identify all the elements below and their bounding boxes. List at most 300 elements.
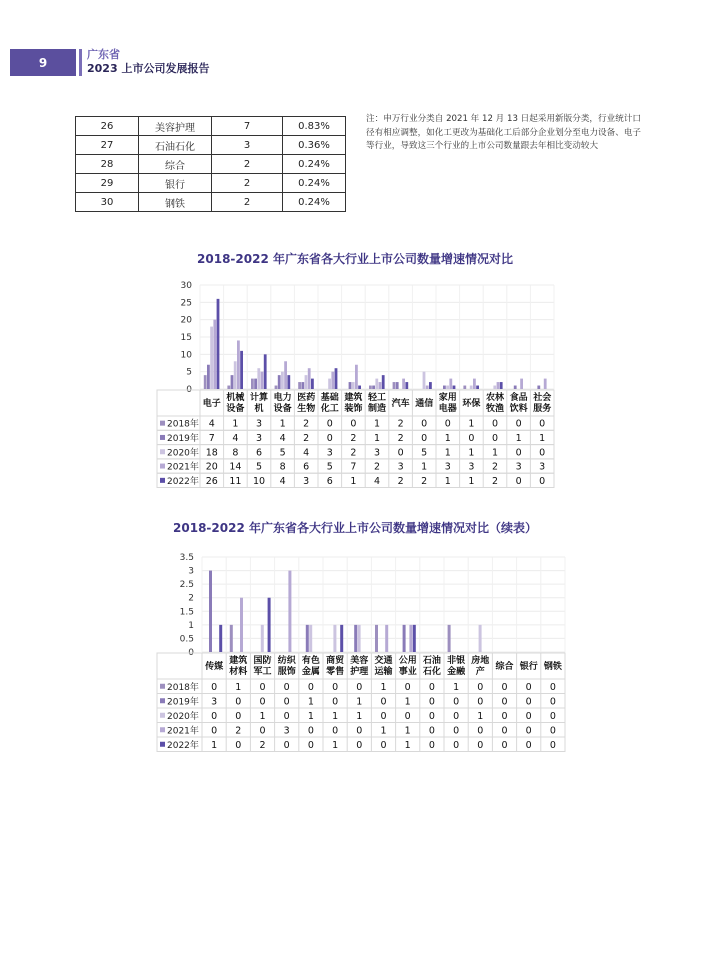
data-label: 2 [373,461,381,473]
category-label: 石油石化 [422,656,441,677]
data-label: 0 [404,710,411,722]
table-cell: 2 [212,155,283,174]
bar-2022年-11 [476,386,479,389]
bar-2018年-7 [375,625,378,652]
bar-2021年-1 [237,340,240,389]
data-label: 0 [501,725,508,737]
data-label: 0 [235,696,242,708]
data-label: 1 [373,418,381,430]
bar-2018年-1 [227,386,230,389]
data-label: 1 [444,432,451,444]
table-cell: 3 [212,136,283,155]
data-label: 0 [515,447,522,459]
data-label: 0 [525,725,532,737]
data-label: 1 [356,710,363,722]
data-label: 0 [380,696,387,708]
data-label: 5 [255,461,263,473]
bar-2021年-11 [473,379,476,389]
y-tick-label: 1.5 [179,607,194,618]
data-label: 2 [303,418,310,430]
data-label: 3 [255,418,263,430]
table-cell: 29 [76,174,139,193]
data-label: 0 [326,418,333,430]
category-label: 家用电器 [438,393,457,414]
category-label: 计算机 [249,393,269,414]
data-label: 0 [501,710,508,722]
data-label: 1 [332,710,339,722]
category-label: 钢铁 [543,662,562,672]
data-label: 1 [444,475,451,487]
data-label: 3 [303,475,310,487]
data-label: 5 [279,447,286,459]
data-label: 5 [421,447,428,459]
data-label: 0 [235,710,242,722]
y-tick-label: 20 [180,315,192,326]
y-tick-label: 15 [180,333,192,343]
data-label: 0 [356,681,363,693]
bar-2019年-0 [209,571,212,652]
data-label: 11 [229,475,242,487]
bar-2020年-11 [479,625,482,652]
data-label: 1 [421,461,428,473]
bar-2021年-6 [355,365,358,389]
data-label: 0 [350,418,357,430]
data-label: 0 [525,739,532,751]
data-label: 0 [477,725,484,737]
data-label: 1 [404,725,411,737]
data-label: 6 [326,475,333,487]
data-label: 0 [477,739,484,751]
category-label: 电力设备 [273,393,292,414]
bar-2021年-2 [261,372,264,389]
data-label: 1 [232,418,239,430]
data-label: 0 [211,710,218,722]
table-cell: 0.24% [283,155,346,174]
data-label: 0 [259,696,266,708]
bar-2019年-2 [254,379,257,389]
chart2-title: 2018-2022 年广东省各大行业上市公司数量增速情况对比（续表） [173,521,537,535]
bar-2020年-7 [375,379,378,389]
data-label: 3 [539,461,546,473]
data-label: 0 [477,681,484,693]
data-label: 0 [453,725,460,737]
bar-2020年-0 [210,327,213,389]
category-label: 国防军工 [253,656,272,677]
data-label: 0 [491,418,499,430]
bar-2019年-4 [306,625,309,652]
bar-2021年-0 [213,320,216,389]
bar-2021年-5 [331,372,334,389]
data-label: 2 [491,461,499,473]
category-label: 建筑装饰 [344,393,363,414]
data-label: 8 [279,461,286,473]
data-label: 3 [444,461,451,473]
data-label: 0 [283,739,290,751]
category-label: 食品饮料 [509,393,528,414]
data-label: 3 [283,725,290,737]
bar-2018年-10 [448,625,451,652]
data-label: 0 [380,710,387,722]
legend-label: 2020年 [167,448,199,459]
data-label: 0 [428,739,435,751]
data-label: 0 [326,432,333,444]
y-tick-label: 0 [186,385,192,395]
data-label: 4 [279,475,286,487]
bar-2018年-8 [393,382,396,389]
bar-2019年-8 [396,382,399,389]
data-label: 1 [515,432,522,444]
legend-label: 2022年 [167,740,199,751]
data-label: 0 [539,475,546,487]
category-label: 环保 [462,399,481,409]
bar-2018年-0 [204,375,207,389]
data-label: 0 [332,696,339,708]
data-label: 0 [428,681,435,693]
data-label: 1 [307,696,314,708]
table-cell: 0.83% [283,117,346,136]
chart2-svg [130,537,576,759]
y-tick-label: 2 [188,593,194,604]
page-number-badge [10,49,76,76]
data-label: 1 [350,475,357,487]
data-label: 6 [255,447,263,459]
bar-2022年-3 [287,375,290,389]
category-label: 通信 [415,399,434,409]
table-cell: 7 [212,117,283,136]
table-row [76,193,346,212]
bar-2020年-2 [257,368,260,389]
bar-2021年-9 [426,386,429,389]
data-label: 2 [397,432,404,444]
table-cell: 银行 [139,174,212,193]
category-label: 电子 [202,399,221,409]
category-label: 基础化工 [320,393,339,414]
legend-label: 2018年 [167,419,199,430]
table-row [76,136,346,155]
data-label: 14 [229,461,242,473]
bar-2020年-6 [358,625,361,652]
bar-2018年-7 [369,386,372,389]
bar-2020年-10 [446,386,449,389]
bar-2018年-4 [298,382,301,389]
category-label: 非银金融 [447,656,466,677]
y-tick-label: 30 [180,281,192,291]
data-label: 0 [332,725,339,737]
data-label: 8 [232,447,239,459]
data-label: 1 [468,418,475,430]
bar-2022年-8 [405,382,408,389]
data-label: 1 [539,432,546,444]
bar-2019年-0 [207,365,210,389]
category-label: 商贸零售 [326,656,345,677]
header-divider [79,49,82,76]
bar-2019年-8 [403,625,406,652]
data-label: 1 [332,739,339,751]
data-label: 3 [397,461,404,473]
bar-2019年-6 [349,382,352,389]
legend-label: 2018年 [167,682,199,693]
bar-2020年-5 [328,379,331,389]
data-label: 0 [421,432,428,444]
table-cell: 28 [76,155,139,174]
data-label: 2 [421,475,428,487]
data-label: 0 [453,739,460,751]
data-label: 0 [307,681,314,693]
bar-2021年-3 [288,571,291,652]
bar-2020年-12 [493,386,496,389]
category-label: 有色金属 [301,656,320,677]
category-label: 传媒 [205,662,224,672]
bar-2022年-6 [358,386,361,389]
header-line-1: 广东省 [87,48,120,61]
data-label: 3 [326,447,333,459]
chart1-title: 2018-2022 年广东省各大行业上市公司数量增速情况对比 [197,252,513,266]
bar-2019年-1 [231,375,234,389]
data-label: 0 [525,710,532,722]
y-tick-label: 3.5 [179,553,194,563]
data-label: 26 [205,475,218,487]
bar-2020年-4 [305,375,308,389]
data-label: 0 [501,681,508,693]
data-label: 0 [211,681,218,693]
data-label: 1 [235,681,242,693]
table-cell: 综合 [139,155,212,174]
data-label: 0 [549,725,556,737]
data-label: 0 [307,725,314,737]
data-label: 2 [350,447,357,459]
legend-label: 2020年 [167,711,199,722]
y-tick-label: 2.5 [179,580,194,591]
data-label: 3 [515,461,522,473]
bar-2019年-3 [278,375,281,389]
data-label: 2 [350,432,357,444]
y-tick-label: 10 [180,350,192,361]
table-cell: 0.36% [283,136,346,155]
bar-2022年-5 [335,368,338,389]
category-label: 汽车 [391,399,410,409]
data-label: 1 [307,710,314,722]
chart1-svg [130,266,560,492]
data-label: 0 [428,710,435,722]
data-label: 0 [477,696,484,708]
data-label: 5 [326,461,333,473]
legend-swatch [160,684,165,689]
data-label: 4 [208,418,215,430]
bar-2020年-5 [333,625,336,652]
legend-swatch [160,698,165,703]
bar-2022年-0 [217,299,220,389]
bar-2020年-1 [234,361,237,389]
bar-2021年-7 [379,382,382,389]
table-cell: 钢铁 [139,193,212,212]
bar-2021年-13 [520,379,523,389]
data-label: 2 [235,725,242,737]
legend-swatch [160,449,165,454]
table-cell: 美容护理 [139,117,212,136]
table-row [76,174,346,193]
category-label: 美容护理 [350,656,369,677]
data-label: 4 [303,447,310,459]
data-label: 20 [205,461,218,473]
data-label: 1 [468,447,475,459]
y-tick-label: 5 [186,367,192,378]
table-cell: 26 [76,117,139,136]
table-cell: 30 [76,193,139,212]
data-label: 7 [208,432,215,444]
y-tick-label: 1 [188,620,194,631]
bar-2020年-3 [281,372,284,389]
data-label: 3 [468,461,475,473]
bar-2022年-12 [500,382,503,389]
category-label: 医药生物 [297,393,316,414]
data-label: 0 [380,739,387,751]
legend-swatch [160,478,165,483]
data-label: 10 [252,475,266,487]
legend-label: 2021年 [167,462,199,473]
data-label: 2 [397,475,404,487]
table-cell: 0.24% [283,193,346,212]
table-cell: 石油石化 [139,136,212,155]
running-header [87,48,209,76]
bar-2021年-3 [284,361,287,389]
data-label: 0 [211,725,218,737]
data-label: 2 [491,475,499,487]
bar-2021年-4 [308,368,311,389]
table-cell: 0.24% [283,174,346,193]
bar-2018年-3 [275,386,278,389]
data-label: 0 [549,739,556,751]
bar-2021年-8 [402,379,405,389]
data-label: 2 [397,418,404,430]
data-label: 0 [468,432,475,444]
bar-2019年-10 [443,386,446,389]
data-label: 0 [283,696,290,708]
bar-2021年-10 [449,379,452,389]
y-tick-label: 0.5 [179,634,194,645]
data-label: 0 [283,681,290,693]
data-label: 1 [404,696,411,708]
data-label: 1 [444,447,451,459]
category-label: 银行 [519,662,538,672]
category-label: 社会服务 [533,393,552,414]
bar-2022年-9 [429,382,432,389]
category-label: 轻工制造 [367,393,387,414]
bar-2022年-2 [264,354,267,389]
bar-2020年-9 [423,372,426,389]
category-label: 公用事业 [398,656,417,677]
data-label: 1 [477,710,484,722]
bar-2020年-6 [352,382,355,389]
data-label: 0 [428,725,435,737]
data-label: 1 [211,739,218,751]
category-label: 农林牧渔 [485,393,505,414]
data-label: 0 [549,710,556,722]
data-label: 0 [525,681,532,693]
data-label: 0 [404,681,411,693]
data-label: 0 [549,681,556,693]
data-label: 1 [380,681,387,693]
data-label: 0 [453,696,460,708]
data-label: 0 [356,739,363,751]
legend-swatch [160,435,165,440]
data-label: 0 [549,696,556,708]
legend-label: 2022年 [167,476,199,487]
table-row [76,117,346,136]
data-label: 0 [259,725,266,737]
bar-2019年-14 [537,386,540,389]
bar-2020年-4 [309,625,312,652]
data-label: 0 [515,418,522,430]
data-label: 2 [303,432,310,444]
category-label: 建筑材料 [229,656,248,677]
data-label: 0 [356,725,363,737]
bar-2018年-1 [230,625,233,652]
data-label: 4 [373,475,381,487]
bar-2022年-5 [340,625,343,652]
data-label: 1 [373,432,381,444]
note-text: 注：申万行业分类自 2021 年 12 月 13 日起采用新版分类，行业统计口径有相应调整，如化工更改为基础化工后部分企业划分至电力设备、电子等行业，导致这三个行业的上市公司数量跟去年相比变动较大 [366,114,642,151]
data-label: 0 [453,710,460,722]
header-line-2: 2023 上市公司发展报告 [87,62,210,75]
bar-2018年-11 [463,386,466,389]
bar-2018年-2 [251,379,254,389]
legend-swatch [160,464,165,469]
legend-label: 2021年 [167,726,199,737]
data-label: 0 [428,696,435,708]
data-label: 6 [303,461,310,473]
bar-2019年-13 [514,386,517,389]
bar-2021年-7 [385,625,388,652]
bar-2019年-6 [354,625,357,652]
data-label: 0 [515,475,522,487]
data-label: 0 [307,739,314,751]
bar-2022年-2 [268,598,271,652]
bar-2021年-14 [544,379,547,389]
table-row [76,155,346,174]
bar-2021年-12 [497,382,500,389]
data-label: 0 [259,681,266,693]
data-label: 0 [421,418,428,430]
legend-swatch [160,421,165,426]
data-label: 0 [491,432,499,444]
bar-2021年-1 [240,598,243,652]
table-cell: 27 [76,136,139,155]
data-label: 1 [491,447,499,459]
bar-2022年-10 [453,386,456,389]
bar-2022年-7 [382,375,385,389]
data-label: 1 [356,696,363,708]
bar-2020年-2 [261,625,264,652]
data-label: 0 [525,696,532,708]
data-label: 3 [211,696,218,708]
category-label: 房地产 [471,656,490,677]
category-label: 交通运输 [374,656,393,677]
table-cell: 2 [212,174,283,193]
industry-rank-table [75,116,346,212]
data-label: 0 [539,447,546,459]
data-label: 4 [232,432,239,444]
bar-2022年-8 [413,625,416,652]
data-label: 7 [350,461,357,473]
data-label: 1 [380,725,387,737]
category-label: 机械设备 [226,393,245,414]
data-label: 3 [255,432,263,444]
data-label: 1 [453,681,460,693]
data-label: 3 [373,447,381,459]
bar-2020年-11 [470,386,473,389]
data-label: 0 [501,739,508,751]
bar-2021年-8 [409,625,412,652]
